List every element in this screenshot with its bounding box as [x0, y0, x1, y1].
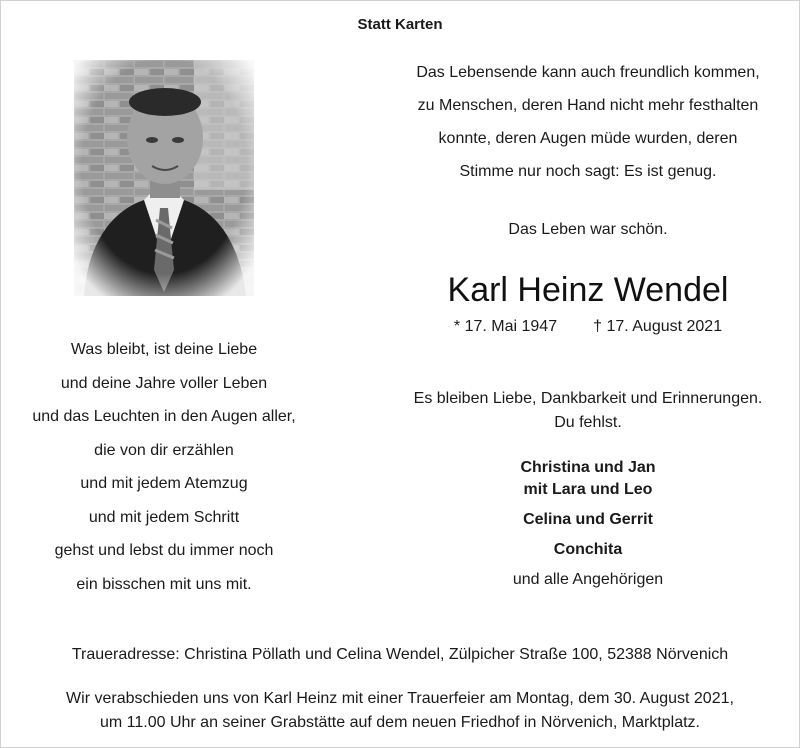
poem-line: konnte, deren Augen müde wurden, deren — [438, 130, 738, 147]
poem-line: zu Menschen, deren Hand nicht mehr festhalten — [417, 97, 759, 114]
poem-line: und mit jedem Schritt — [88, 508, 240, 526]
message-line: Es bleiben Liebe, Dankbarkeit und Erinnerungen. — [413, 390, 763, 407]
poem-line: und das Leuchten in den Augen aller, — [32, 408, 296, 425]
mourners-list — [388, 457, 788, 591]
poem-line: gehst und lebst du immer noch — [54, 542, 274, 559]
header-title: Statt Karten — [357, 16, 443, 33]
mourner-name: Celina und Gerrit — [523, 511, 653, 528]
mourner-name: Conchita — [553, 541, 623, 558]
birth-date: * 17. Mai 1947 — [453, 318, 558, 335]
mourning-address: Traueradresse: Christina Pöllath und Celina Wendel, Zülpicher Straße 100, 52388 Nörvenich — [71, 646, 729, 663]
farewell-message — [388, 387, 788, 435]
ceremony-info — [0, 687, 800, 735]
mourner-name: mit Lara und Leo — [523, 481, 653, 498]
mourner-name: Christina und Jan — [520, 459, 656, 476]
message-line: Du fehlst. — [554, 414, 622, 431]
mourner-others: und alle Angehörigen — [512, 571, 664, 588]
ceremony-line: um 11.00 Uhr an seiner Grabstätte auf dem neuen Friedhof in Nörvenich, Marktplatz. — [99, 714, 700, 731]
poem-line: und deine Jahre voller Leben — [60, 374, 268, 392]
ceremony-line: Wir verabschieden uns von Karl Heinz mit einer Trauerfeier am Montag, dem 30. August 2021, — [66, 690, 734, 707]
deceased-name: Karl Heinz Wendel — [447, 271, 729, 309]
poem-line: ein bisschen mit uns mit. — [76, 575, 252, 593]
death-date: † 17. August 2021 — [593, 318, 723, 335]
poem-line: die von dir erzählen — [94, 441, 234, 459]
portrait-photo — [74, 60, 254, 296]
closing-line: Das Leben war schön. — [508, 221, 668, 238]
right-poem — [388, 61, 788, 193]
poem-line: Stimme nur noch sagt: Es ist genug. — [459, 163, 717, 180]
poem-line: Was bleibt, ist deine Liebe — [70, 341, 258, 358]
life-dates — [388, 315, 788, 339]
left-poem — [10, 338, 318, 606]
poem-line: Das Lebensende kann auch freundlich kommen, — [416, 64, 760, 81]
poem-line: und mit jedem Atemzug — [80, 475, 248, 492]
